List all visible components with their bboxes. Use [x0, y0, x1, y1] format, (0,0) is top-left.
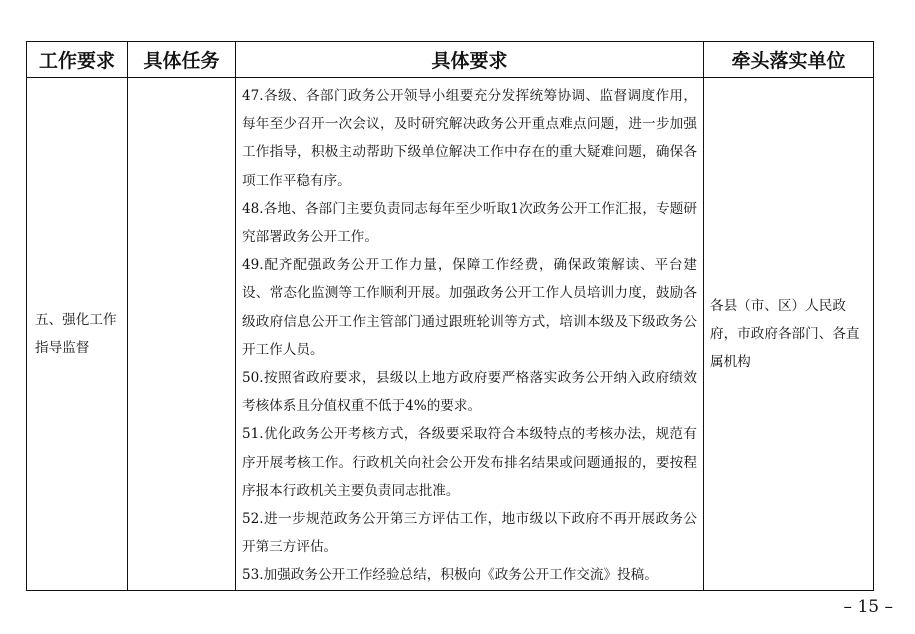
table-header-row — [27, 42, 874, 78]
requirement-item-49: 49.配齐配强政务公开工作力量，保障工作经费，确保政策解读、平台建设、常态化监测等工作顺利开展。加强政务公开工作人员培训力度，鼓励各级政府信息公开工作主管部门通过跟班轮训等方式，培训本级及下级政务公开工作人员。 — [242, 257, 697, 358]
requirement-item-51: 51.优化政务公开考核方式，各级要采取符合本级特点的考核办法，规范有序开展考核工作。行政机关向社会公开发布排名结果或问题通报的，要按程序报本行政机关主要负责同志批准。 — [242, 426, 697, 499]
requirements-cell — [236, 78, 704, 591]
category-cell: 五、强化工作指导监督 — [27, 78, 128, 591]
requirement-item-47: 47.各级、各部门政务公开领导小组要充分发挥统筹协调、监督调度作用，每年至少召开一次会议，及时研究解决政务公开重点难点问题，进一步加强工作指导，积极主动帮助下级单位解决工作中存在的重大疑难问题，确保各项工作平稳有序。 — [242, 88, 697, 189]
task-table — [26, 41, 874, 591]
task-cell — [128, 78, 236, 591]
lead-unit-cell: 各县（市、区）人民政府，市政府各部门、各直属机构 — [704, 78, 874, 591]
requirement-item-52: 52.进一步规范政务公开第三方评估工作，地市级以下政府不再开展政务公开第三方评估。 — [242, 511, 697, 556]
page-number: – 15 – — [843, 597, 893, 617]
requirement-item-53: 53.加强政务公开工作经验总结，积极向《政务公开工作交流》投稿。 — [242, 567, 658, 584]
header-specific-task: 具体任务 — [128, 42, 236, 78]
requirement-item-48: 48.各地、各部门主要负责同志每年至少听取1次政务公开工作汇报，专题研究部署政务公开工作。 — [242, 200, 697, 246]
header-lead-unit: 牵头落实单位 — [704, 42, 874, 78]
header-specific-requirement: 具体要求 — [236, 42, 704, 78]
requirement-item-50: 50.按照省政府要求，县级以上地方政府要严格落实政务公开纳入政府绩效考核体系且分值权重不低于4%的要求。 — [242, 370, 697, 415]
table-row — [27, 78, 874, 591]
header-work-requirement: 工作要求 — [27, 42, 128, 78]
